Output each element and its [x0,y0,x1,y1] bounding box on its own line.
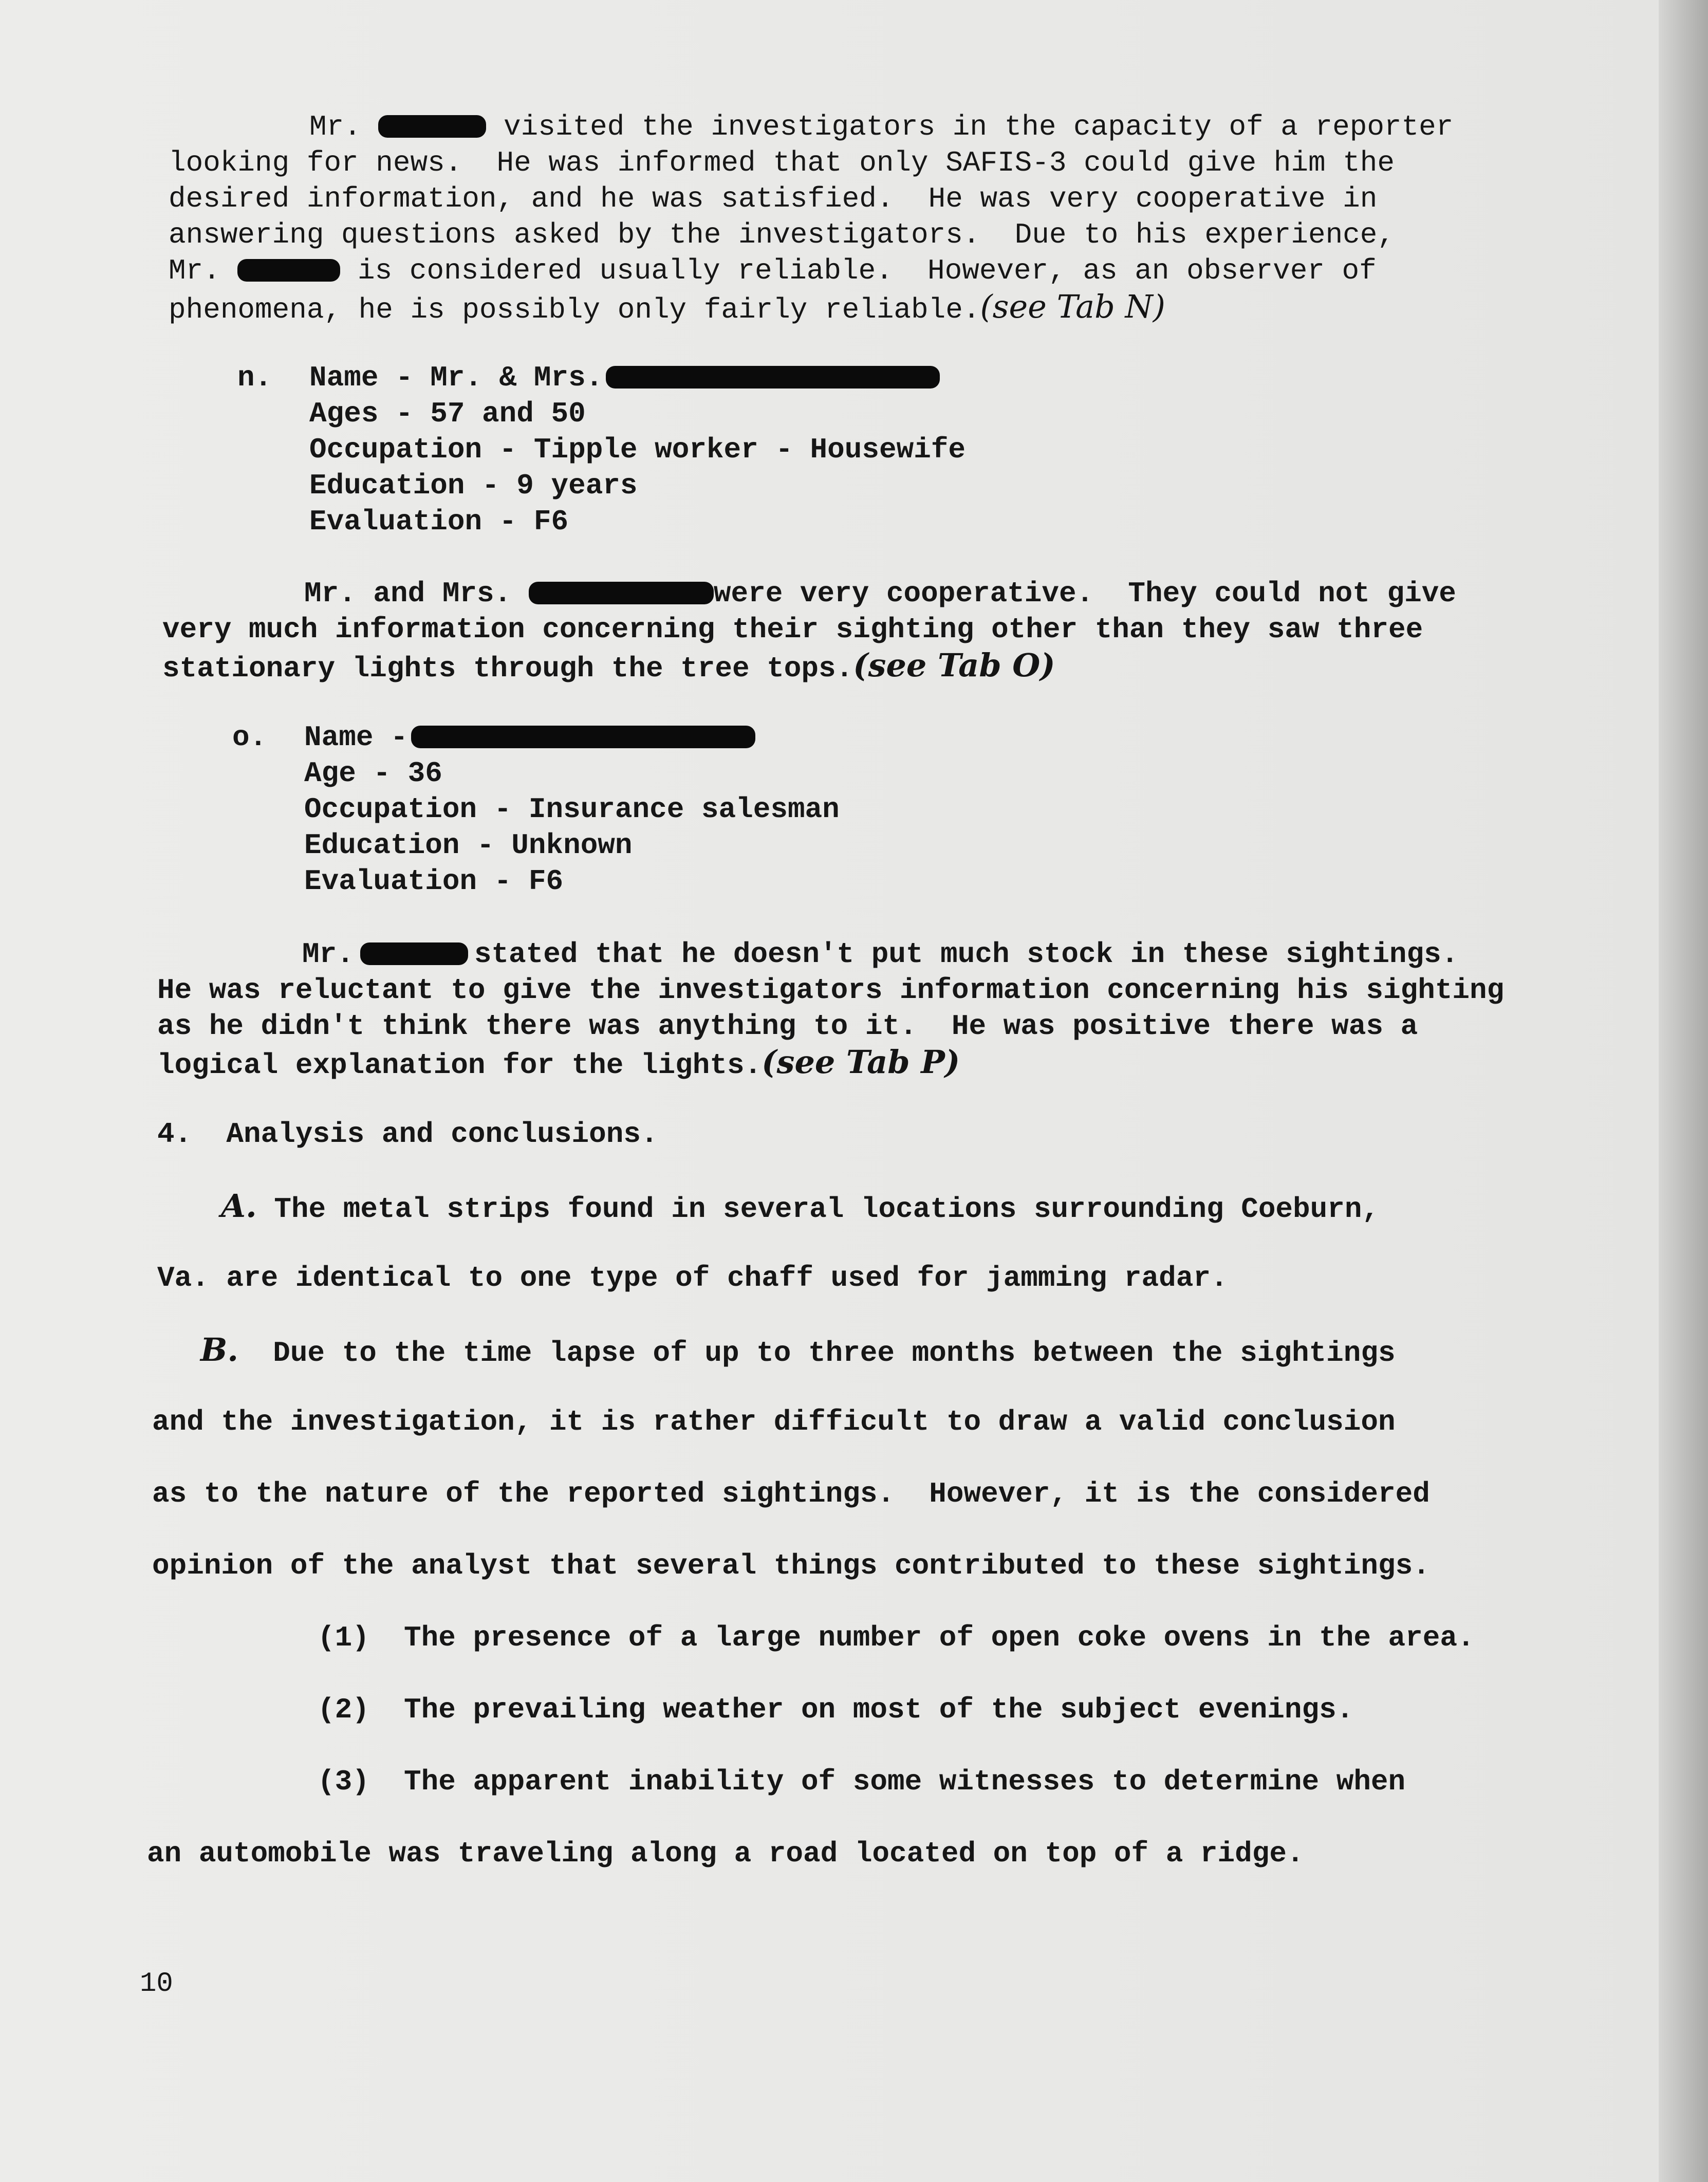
entry-o-age: Age - 36 [304,757,442,790]
para-n-line-2: very much information concerning their sighting other than they saw three [162,613,1423,646]
redaction-mark [529,582,714,604]
handwritten-marker-b: B. [200,1331,238,1369]
entry-o-occupation: Occupation - Insurance salesman [304,793,840,826]
entry-n-ages: Ages - 57 and 50 [309,397,586,430]
para-m-line-2: looking for news. He was informed that only SAFIS-3 could give him the [169,146,1395,179]
list-item-3-continued: an automobile was traveling along a road located on top of a ridge. [147,1837,1304,1870]
para-m-line-3: desired information, and he was satisfied. He was very cooperative in [169,182,1378,215]
entry-o-letter: o. [232,721,267,754]
entry-n-letter: n. [237,361,272,394]
entry-n-evaluation: Evaluation - F6 [309,505,569,538]
section-4-heading: 4. Analysis and conclusions. [157,1118,658,1151]
para-m-line-1: Mr. visited the investigators in the capacity of a reporter [309,110,1454,143]
redaction-mark [606,366,940,389]
list-item-2: (2) The prevailing weather on most of the subject evenings. [318,1693,1354,1726]
page-edge-shadow [1659,0,1708,2182]
para-o-line-2: He was reluctant to give the investigators information concerning his sighting [157,974,1505,1007]
para-b-line-1: B. Due to the time lapse of up to three months between the sightings [200,1331,1396,1370]
para-n-line-1: Mr. and Mrs. were very cooperative. They could not give [304,577,1456,610]
redaction-mark [411,726,755,748]
para-m-line-4: answering questions asked by the investigators. Due to his experience, [169,218,1395,251]
handwritten-tab-note: (see Tab P) [762,1043,960,1081]
list-item-3: (3) The apparent inability of some witnesses to determine when [318,1765,1406,1798]
para-o-line-3: as he didn't think there was anything to it. He was positive there was a [157,1010,1418,1043]
para-o-line-4: logical explanation for the lights.(see Tab P) [157,1043,960,1082]
para-a-line-1: A. The metal strips found in several locations surrounding Coeburn, [221,1187,1380,1226]
para-b-line-2: and the investigation, it is rather difficult to draw a valid conclusion [152,1406,1396,1438]
entry-n-education: Education - 9 years [309,469,638,502]
entry-n-name: Name - Mr. & Mrs. [309,360,940,396]
redaction-mark [237,259,340,282]
redaction-mark [378,115,486,138]
page-number: 10 [140,1968,173,2000]
entry-n-occupation: Occupation - Tipple worker - Housewife [309,433,966,466]
redaction-mark [360,942,468,965]
para-m-line-6: phenomena, he is possibly only fairly reliable.(see Tab N) [169,288,1165,326]
para-a-line-2: Va. are identical to one type of chaff used for jamming radar. [157,1262,1228,1295]
handwritten-tab-note: (see Tab O) [853,646,1055,684]
entry-o-education: Education - Unknown [304,829,633,862]
entry-o-name: Name - [304,719,755,755]
para-o-line-1: Mr. stated that he doesn't put much stock in these sightings. [302,938,1459,971]
para-m-line-5: Mr. is considered usually reliable. However, as an observer of [169,254,1377,287]
entry-o-evaluation: Evaluation - F6 [304,865,564,898]
para-b-line-3: as to the nature of the reported sightings. However, it is the considered [152,1477,1430,1510]
handwritten-tab-note: (see Tab N) [980,288,1165,325]
para-n-line-3: stationary lights through the tree tops.(see Tab O) [162,646,1055,685]
para-b-line-4: opinion of the analyst that several things contributed to these sightings. [152,1549,1430,1582]
list-item-1: (1) The presence of a large number of open coke ovens in the area. [318,1621,1475,1654]
handwritten-marker-a: A. [221,1187,257,1225]
